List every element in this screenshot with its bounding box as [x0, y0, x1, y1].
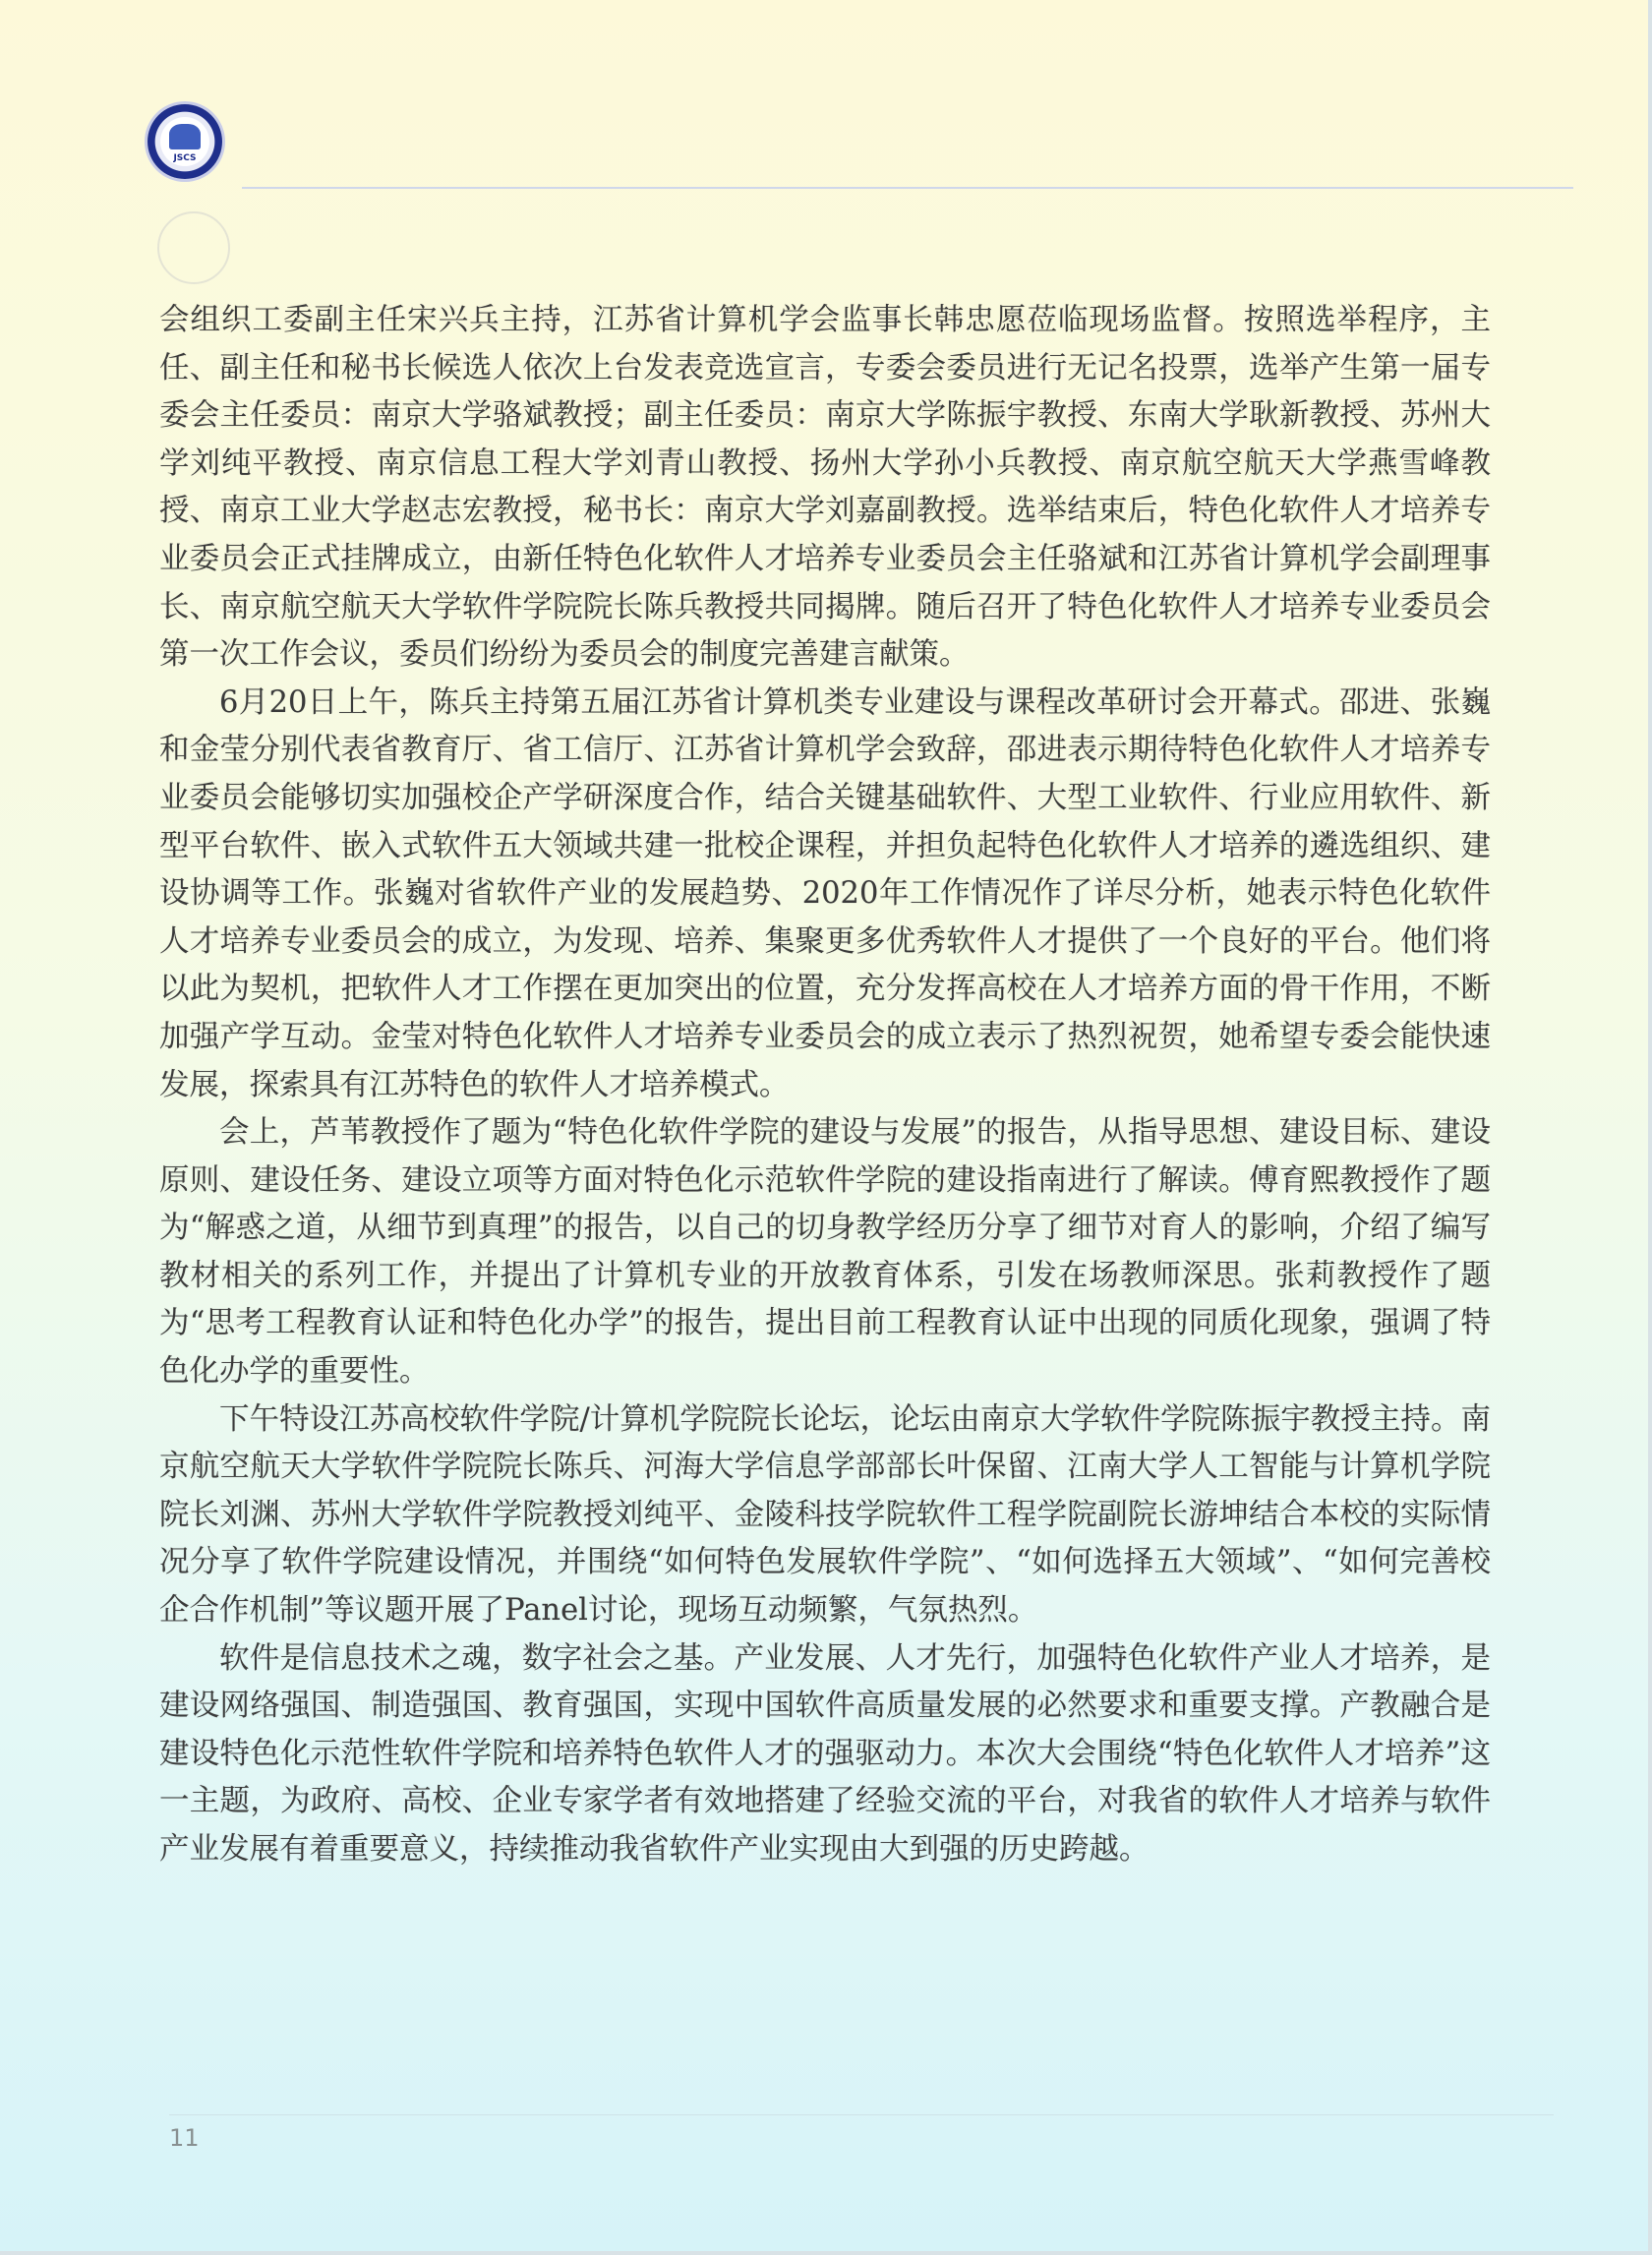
header-divider [242, 187, 1573, 189]
journal-header [148, 100, 1573, 208]
watermark-seal-icon [157, 211, 230, 284]
journal-logo [148, 104, 222, 179]
footer-divider [169, 2114, 1554, 2115]
page-footer [169, 2124, 227, 2152]
paragraph: 软件是信息技术之魂，数字社会之基。产业发展、人才先行，加强特色化软件产业人才培养，是建设网络强国、制造强国、教育强国，实现中国软件高质量发展的必然要求和重要支撑。产教融合是建设特色化示范性软件学院和培养特色软件人才的强驱动力。本次大会围绕“特色化软件人才培养”这一主题，为政府、高校、企业专家学者有效地搭建了经验交流的平台，对我省的软件人才培养与软件产业发展有着重要意义，持续推动我省软件产业实现由大到强的历史跨越。 [159, 1640, 1491, 1867]
page-number: 11 [169, 2124, 200, 2152]
paragraph: 6月20日上午，陈兵主持第五届江苏省计算机类专业建设与课程改革研讨会开幕式。邵进、张巍和金莹分别代表省教育厅、省工信厅、江苏省计算机学会致辞，邵进表示期待特色化软件人才培养专业委员会能够切实加强校企产学研深度合作，结合关键基础软件、大型工业软件、行业应用软件、新型平台软件、嵌入式软件五大领域共建一批校企课程，并担负起特色化软件人才培养的遴选组织、建设协调等工作。张巍对省软件产业的发展趋势、2020年工作情况作了详尽分析，她表示特色化软件人才培养专业委员会的成立，为发现、培养、集聚更多优秀软件人才提供了一个良好的平台。他们将以此为契机，把软件人才工作摆在更加突出的位置，充分发挥高校在人才培养方面的骨干作用，不断加强产学互动。金莹对特色化软件人才培养专业委员会的成立表示了热烈祝贺，她希望专委会能快速发展，探索具有江苏特色的软件人才培养模式。 [159, 684, 1491, 1102]
paragraph: 下午特设江苏高校软件学院/计算机学院院长论坛，论坛由南京大学软件学院陈振宇教授主持。南京航空航天大学软件学院院长陈兵、河海大学信息学部部长叶保留、江南大学人工智能与计算机学院院长刘渊、苏州大学软件学院教授刘纯平、金陵科技学院软件工程学院副院长游坤结合本校的实际情况分享了软件学院建设情况，并围绕“如何特色发展软件学院”、“如何选择五大领域”、“如何完善校企合作机制”等议题开展了Panel讨论，现场互动频繁，气氛热烈。 [159, 1401, 1491, 1629]
article-body [159, 297, 1491, 1874]
paragraph: 会组织工委副主任宋兴兵主持，江苏省计算机学会监事长韩忠愿莅临现场监督。按照选举程序，主任、副主任和秘书长候选人依次上台发表竞选宣言，专委会委员进行无记名投票，选举产生第一届专委会主任委员：南京大学骆斌教授；副主任委员：南京大学陈振宇教授、东南大学耿新教授、苏州大学刘纯平教授、南京信息工程大学刘青山教授、扬州大学孙小兵教授、南京航空航天大学燕雪峰教授、南京工业大学赵志宏教授，秘书长：南京大学刘嘉副教授。选举结束后，特色化软件人才培养专业委员会正式挂牌成立，由新任特色化软件人才培养专业委员会主任骆斌和江苏省计算机学会副理事长、南京航空航天大学软件学院院长陈兵教授共同揭牌。随后召开了特色化软件人才培养专业委员会第一次工作会议，委员们纷纷为委员会的制度完善建言献策。 [159, 303, 1491, 673]
logo-text: JSCS [173, 153, 197, 163]
journal-title [244, 136, 258, 163]
logo-emblem-icon [169, 124, 201, 149]
paragraph: 会上，芦苇教授作了题为“特色化软件学院的建设与发展”的报告，从指导思想、建设目标、建设原则、建设任务、建设立项等方面对特色化示范软件学院的建设指南进行了解读。傅育熙教授作了题为“解惑之道，从细节到真理”的报告，以自己的切身教学经历分享了细节对育人的影响，介绍了编写教材相关的系列工作，并提出了计算机专业的开放教育体系，引发在场教师深思。张莉教授作了题为“思考工程教育认证和特色化办学”的报告，提出目前工程教育认证中出现的同质化现象，强调了特色化办学的重要性。 [159, 1115, 1491, 1390]
